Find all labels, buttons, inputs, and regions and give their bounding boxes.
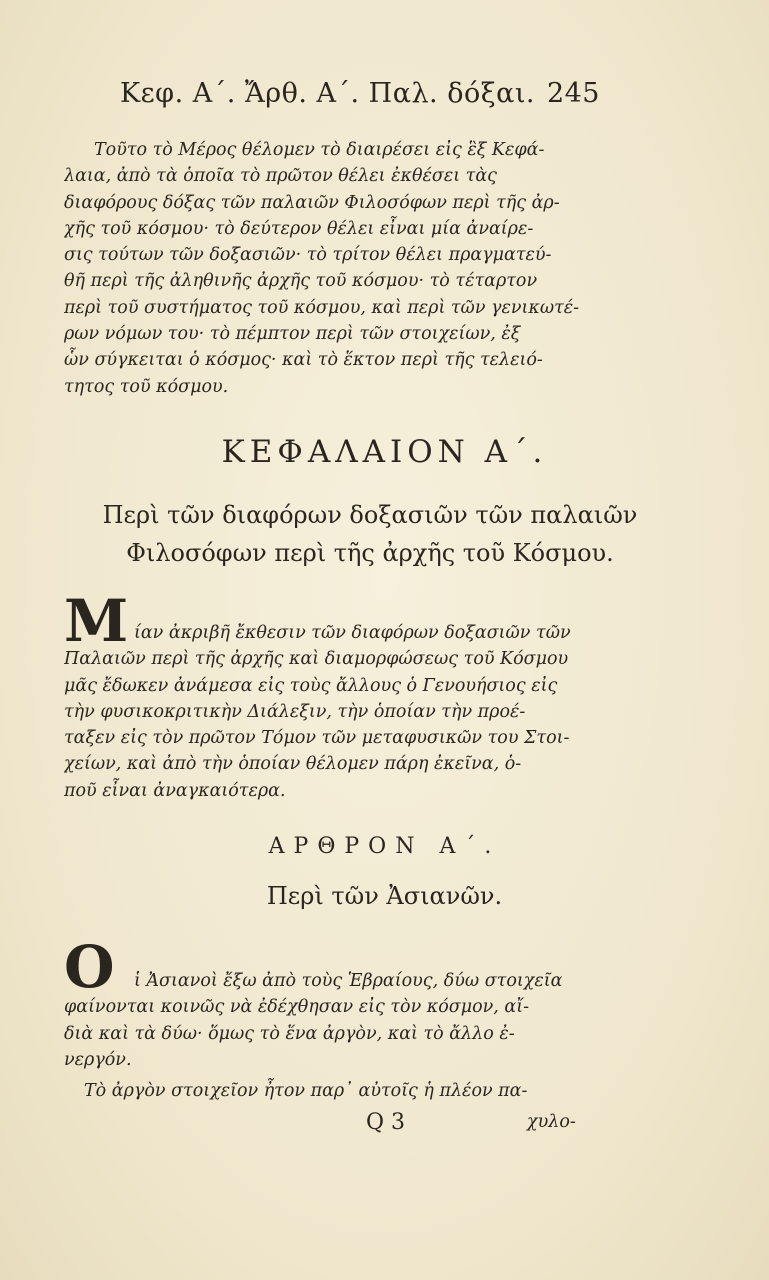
chapter-title-line: Περὶ τῶν διαφόρων δοξασιῶν τῶν παλαιῶν <box>102 501 638 529</box>
text-line: χῆς τοῦ κόσμου· τὸ δεύτερον θέλει εἶναι μία ἀναίρε- <box>64 218 534 239</box>
text-line: ποῦ εἶναι ἀναγκαιότερα. <box>64 780 286 801</box>
article-heading: ΑΡΘΡΟΝ Α΄. <box>268 834 501 859</box>
page-number: 245 <box>546 78 600 109</box>
text-line: νεργόν. <box>64 1049 132 1070</box>
drop-cap: Μ <box>64 587 129 655</box>
paragraph <box>64 968 634 1073</box>
chapter-title-line: Φιλοσόφων περὶ τῆς ἀρχῆς τοῦ Κόσμου. <box>126 539 614 567</box>
text-line: ὧν σύγκειται ὁ κόσμος· καὶ τὸ ἕκτον περὶ τῆς τελειό- <box>64 350 543 371</box>
chapter-heading: ΚΕΦΑΛΑΙΟΝ Α΄. <box>221 434 548 470</box>
text-line: περὶ τοῦ συστήματος τοῦ κόσμου, καὶ περὶ τῶν γενικωτέ- <box>64 297 580 318</box>
drop-cap: Ο <box>64 933 115 1001</box>
article-title: Περὶ τῶν Ἀσιανῶν. <box>266 882 503 910</box>
catchword: χυλο- <box>527 1112 576 1132</box>
text-line: φαίνονται κοινῶς νὰ ἐδέχθησαν εἰς τὸν κόσμον, αἴ- <box>64 997 529 1018</box>
running-head <box>120 78 600 109</box>
running-head-title: Κεφ. Α΄. Ἄρθ. Α΄. Παλ. δόξαι. <box>120 78 536 109</box>
paragraph <box>64 620 634 804</box>
text-line: ρων νόμων του· τὸ πέμπτον περὶ τῶν στοιχείων, ἐξ <box>64 324 521 345</box>
paragraph <box>64 1078 634 1104</box>
text-line: θῆ περὶ τῆς ἀληθινῆς ἀρχῆς τοῦ κόσμου· τὸ τέταρτον <box>64 271 538 292</box>
text-line: σις τούτων τῶν δοξασιῶν· τὸ τρίτον θέλει πραγματεύ- <box>64 245 552 266</box>
text-line: μᾶς ἔδωκεν ἀνάμεσα εἰς τοὺς ἄλλους ὁ Γενουήσιος εἰς <box>64 675 558 696</box>
text-line: ίαν ἀκριβῆ ἔκθεσιν τῶν διαφόρων δοξασιῶν τῶν <box>134 623 571 643</box>
text-line: Τοῦτο τὸ Μέρος θέλομεν τὸ διαιρέσει εἰς ἓξ Κεφά- <box>94 140 545 160</box>
text-line: διαφόρους δόξας τῶν παλαιῶν Φιλοσόφων περὶ τῆς ἀρ- <box>64 192 560 213</box>
text-line: ταξεν εἰς τὸν πρῶτον Τόμον τῶν μεταφυσικῶν του Στοι- <box>64 728 570 749</box>
text-line: χείων, καὶ ἀπὸ τὴν ὁποίαν θέλομεν πάρη ἐκεῖνα, ὁ- <box>64 754 522 775</box>
text-line: τὴν φυσικοκριτικὴν Διάλεξιν, τὴν ὁποίαν τὴν προέ- <box>64 701 526 722</box>
text-line: ἱ Ἀσιανοὶ ἔξω ἀπὸ τοὺς Ἑβραίους, δύω στοιχεῖα <box>134 971 563 991</box>
text-line: Τὸ ἀργὸν στοιχεῖον ἦτον παρ᾽ αὐτοῖς ἡ πλέον πα- <box>84 1081 528 1101</box>
intro-paragraph <box>64 137 634 400</box>
text-line: τητος τοῦ κόσμου. <box>64 376 229 397</box>
signature-mark: Q 3 <box>366 1110 406 1135</box>
text-line: λαια, ἀπὸ τὰ ὁποῖα τὸ πρῶτον θέλει ἐκθέσει τὰς <box>64 166 497 187</box>
chapter-title <box>60 496 680 572</box>
text-line: διὰ καὶ τὰ δύω· ὅμως τὸ ἕνα ἀργὸν, καὶ τὸ ἄλλο ἐ- <box>64 1023 515 1044</box>
text-line: Παλαιῶν περὶ τῆς ἀρχῆς καὶ διαμορφώσεως τοῦ Κόσμου <box>64 649 569 670</box>
